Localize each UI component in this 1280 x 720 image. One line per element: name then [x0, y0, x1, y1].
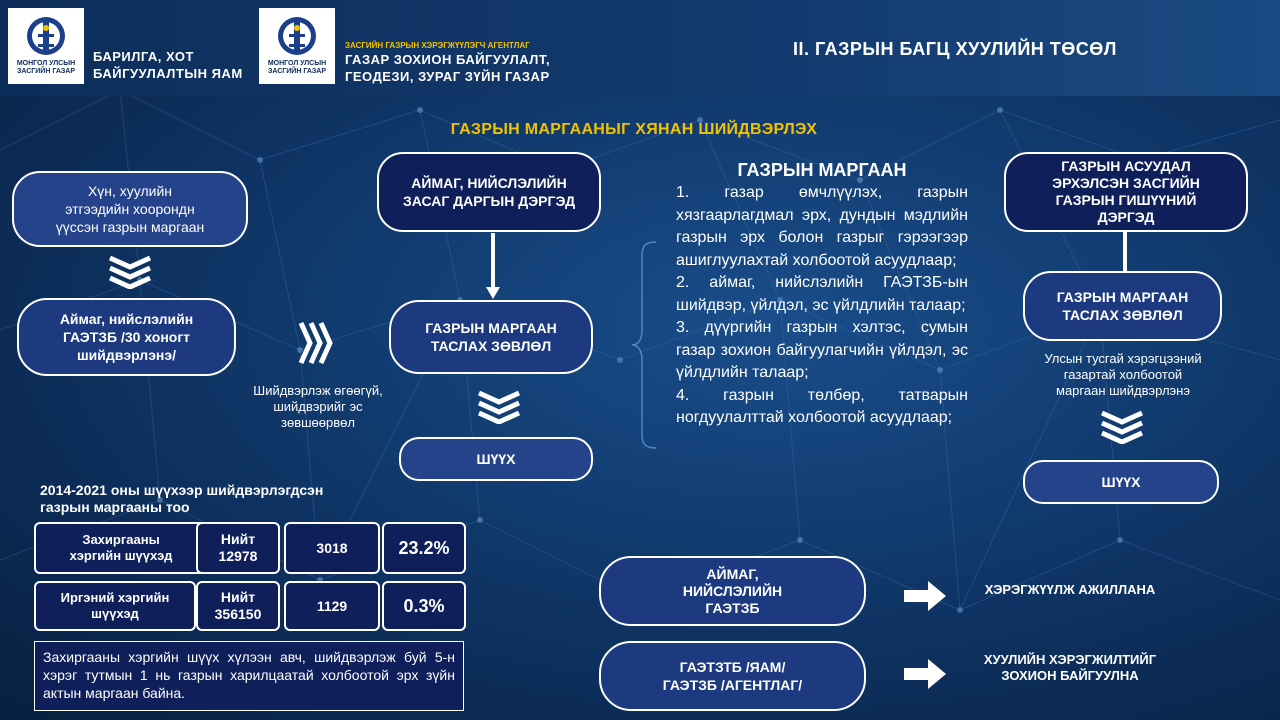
governor-office-box: АЙМАГ, НИЙСЛЭЛИЙН ЗАСАГ ДАРГЫН ДЭРГЭД [377, 152, 601, 232]
slide-title: II. ГАЗРЫН БАГЦ ХУУЛИЙН ТӨСӨЛ [793, 39, 1117, 59]
dispute-item: 3. дүүргийн газрын хэлтэс, сумын газар зохион байгуулагчийн үйлдэл, эс үйлдлийн талаар; [676, 319, 968, 381]
national-dispute-council-box: ГАЗРЫН МАРГААН ТАСЛАХ ЗӨВЛӨЛ [1023, 271, 1222, 341]
arrow-right-icon [904, 659, 946, 689]
stats-row-label: Иргэний хэргийн шүүхэд [34, 581, 196, 631]
logo-caption: МОНГОЛ УЛСЫН ЗАСГИЙН ГАЗАР [267, 60, 327, 75]
aimag-land-office-box: Аймаг, нийслэлийн ГАЭТЗБ /30 хоногт шийдвэрлэнэ/ [17, 298, 236, 376]
chevron-down-icon [476, 390, 522, 424]
dispute-origin-box: Хүн, хуулийн этгээдийн хоорондн үүссэн газрын маргаан [12, 171, 248, 247]
government-logo-1 [8, 8, 84, 84]
chevron-down-icon [1099, 410, 1145, 444]
chevron-down-icon [107, 255, 153, 289]
stats-total-cell: Нийт 356150 [196, 581, 280, 631]
stats-percent-cell: 0.3% [382, 581, 466, 631]
stats-total-cell: Нийт 12978 [196, 522, 280, 574]
stats-percent-cell: 23.2% [382, 522, 466, 574]
chevron-right-icon [298, 320, 334, 371]
stats-row-label: Захиргааны хэргийн шүүхэд [34, 522, 208, 574]
arrow-down-icon [486, 233, 500, 301]
soyombo-emblem-icon [277, 14, 317, 58]
ministry-name: БАРИЛГА, ХОТ БАЙГУУЛАЛТЫН ЯАМ [93, 49, 243, 81]
agency-type: ЗАСГИЙН ГАЗРЫН ХЭРЭГЖҮҮЛЭГЧ АГЕНТЛАГ [345, 41, 530, 50]
escalation-note: Шийдвэрлэж өгөөгүй, шийдвэрийг эс зөвшөөрвөл [253, 383, 383, 430]
agency-name [345, 41, 550, 85]
dispute-item: 2. аймаг, нийслэлийн ГАЭТЗБ-ын шийдвэр, үйлдэл, эс үйлдлийн талаар; [676, 274, 968, 314]
special-use-note: Улсын тусгай хэрэгцээний газартай холбоотой маргаан шийдвэрлэнэ [1044, 351, 1202, 398]
court-box: ШҮҮХ [399, 437, 593, 481]
dispute-item: 4. газрын төлбөр, татварын ногдуулалттай холбоотой асуудлаар; [676, 386, 968, 426]
main-title: ГАЗРЫН МАРГААНЫГ ХЯНАН ШИЙДВЭРЛЭХ [450, 121, 818, 138]
stats-count-cell: 3018 [284, 522, 380, 574]
disputes-title: ГАЗРЫН МАРГААН [737, 160, 907, 180]
dispute-item: 1. газар өмчлүүлэх, газрын хязгаарлагдмал эрх, дундын мэдлийн газрын эрх болон газрыг гэрээгээр ашиглуулахтай холбоотой асуудлаар; [676, 184, 968, 269]
soyombo-emblem-icon [26, 14, 66, 58]
stats-note: Захиргааны хэргийн шүүх хүлээн авч, шийдвэрлэж буй 5-н хэрэг тутмын 1 нь газрын харилцаатай холбоотой эрх зүйн актын маргаан байна. [34, 641, 464, 711]
bracket-icon [630, 240, 658, 450]
court-box: ШҮҮХ [1023, 460, 1219, 504]
government-logo-2 [259, 8, 335, 84]
arrow-right-icon [904, 581, 946, 611]
disputes-list [676, 182, 968, 430]
stats-title: 2014-2021 оны шүүхээр шийдвэрлэгдсэн газрын маргааны тоо [40, 482, 324, 515]
government-member-box: ГАЗРЫН АСУУДАЛ ЭРХЭЛСЭН ЗАСГИЙН ГАЗРЫН ГИШҮҮНИЙ ДЭРГЭД [1004, 152, 1248, 232]
dispute-council-box: ГАЗРЫН МАРГААН ТАСЛАХ ЗӨВЛӨЛ [389, 300, 593, 374]
connector-line [1118, 232, 1132, 272]
ministry-agency-outcome-box: ГАЭТЗТБ /ЯАМ/ ГАЭТЗБ /АГЕНТЛАГ/ [599, 641, 866, 711]
logo-caption: МОНГОЛ УЛСЫН ЗАСГИЙН ГАЗАР [16, 60, 76, 75]
outcome-text: ХЭРЭГЖҮҮЛЖ АЖИЛЛАНА [984, 582, 1156, 597]
agency-title: ГАЗАР ЗОХИОН БАЙГУУЛАЛТ, ГЕОДЕЗИ, ЗУРАГ ЗҮЙН ГАЗАР [345, 52, 551, 84]
stats-count-cell: 1129 [284, 581, 380, 631]
outcome-text: ХУУЛИЙН ХЭРЭГЖИЛТИЙГ ЗОХИОН БАЙГУУЛНА [983, 652, 1157, 683]
aimag-office-outcome-box: АЙМАГ, НИЙСЛЭЛИЙН ГАЭТЗБ [599, 556, 866, 626]
